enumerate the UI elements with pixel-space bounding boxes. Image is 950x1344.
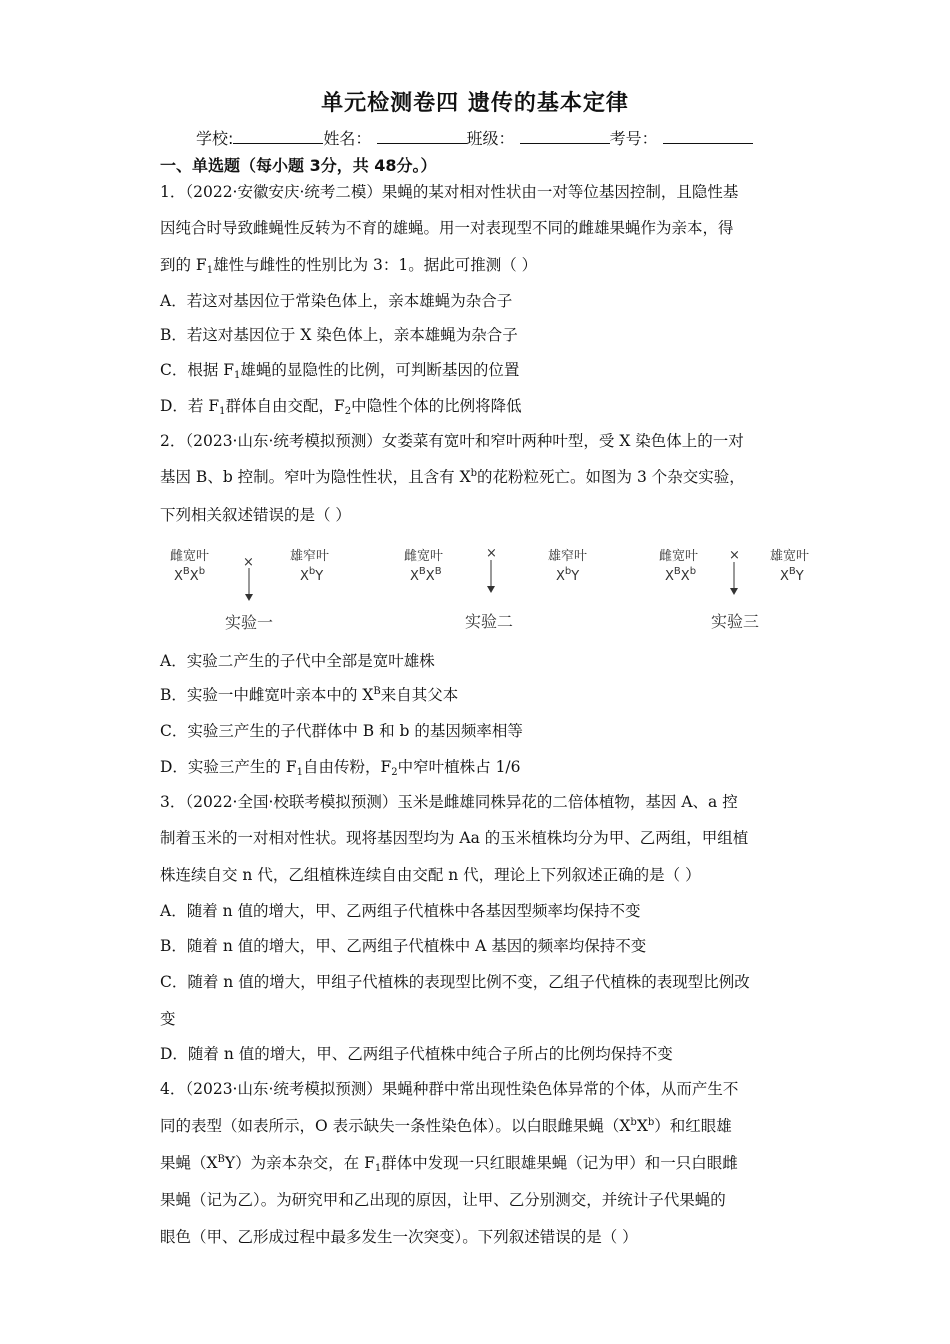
exam-no-label: 考号： <box>609 129 658 148</box>
exp3-arrow-icon <box>728 562 740 596</box>
exp3-male-genotype: $X^BY$ <box>780 566 804 584</box>
student-info-row <box>196 126 753 149</box>
exp2-female-label: 雌宽叶 <box>404 549 444 564</box>
exp1-label: 实验一 <box>225 613 274 632</box>
cross-diagram <box>160 538 820 638</box>
q4-line4: 果蝇（记为乙）。为研究甲和乙出现的原因，让甲、乙分别测交，并统计子代果蝇的 <box>160 1191 726 1209</box>
exp3-cross-icon: × <box>729 548 740 563</box>
q3-option-c-cont: 变 <box>160 1010 176 1028</box>
exp3-female-genotype: $X^BX^b$ <box>665 566 697 584</box>
q3-option-b: B．随着 n 值的增大，甲、乙两组子代植株中 A 基因的频率均保持不变 <box>160 937 647 955</box>
exp2-cross-icon: × <box>486 546 497 561</box>
q4-line5: 眼色（甲、乙形成过程中最多发生一次突变）。下列叙述错误的是（ ） <box>160 1228 638 1246</box>
exp2-female-genotype: $X^BX^B$ <box>410 566 442 584</box>
q3-line2: 制着玉米的一对相对性状。现将基因型均为 Aa 的玉米植株均分为甲、乙两组，甲组植 <box>160 829 749 847</box>
q1-option-c: C．根据 $F_1$雄蝇的显隐性的比例，可判断基因的位置 <box>160 361 520 381</box>
exp2-male-label: 雄窄叶 <box>548 549 588 564</box>
q4-line3: 果蝇$(X^BY)$为亲本杂交，在 $F_1$群体中发现一只红眼雄果蝇（记为甲）和一只白眼雌 <box>160 1154 738 1174</box>
page-title: 单元检测卷四 遗传的基本定律 <box>321 91 629 116</box>
exp1-arrow-icon <box>243 568 255 602</box>
school-blank[interactable] <box>233 129 323 144</box>
q2-line2: 基因 B、b 控制。窄叶为隐性性状，且含有 $X^b$的花粉粒死亡。如图为 3 个杂交实验， <box>160 468 745 486</box>
q3-option-c: C．随着 n 值的增大，甲组子代植株的表现型比例不变，乙组子代植株的表现型比例改 <box>160 973 750 991</box>
q1-line1: 1．（2022·安徽安庆·统考二模）果蝇的某对相对性状由一对等位基因控制，且隐性基 <box>160 183 739 201</box>
q2-line3: 下列相关叙述错误的是（ ） <box>160 506 351 524</box>
exam-no-blank[interactable] <box>663 129 753 144</box>
q1-option-b: B．若这对基因位于 X 染色体上，亲本雄蝇为杂合子 <box>160 326 518 344</box>
q3-option-a: A．随着 n 值的增大，甲、乙两组子代植株中各基因型频率均保持不变 <box>160 902 641 920</box>
school-label: 学校: <box>196 129 234 148</box>
exp1-male-genotype: $X^bY$ <box>300 566 324 584</box>
q1-line2: 因纯合时导致雌蝇性反转为不育的雄蝇。用一对表现型不同的雌雄果蝇作为亲本，得 <box>160 219 734 237</box>
q3-line3: 株连续自交 n 代，乙组植株连续自由交配 n 代，理论上下列叙述正确的是（ ） <box>160 866 701 884</box>
q2-option-d: D．实验三产生的 $F_1$自由传粉，$F_2$中窄叶植株占 1/6 <box>160 758 521 778</box>
q4-line1: 4．（2023·山东·统考模拟预测）果蝇种群中常出现性染色体异常的个体，从而产生不 <box>160 1080 739 1098</box>
exp1-female-genotype: $X^BX^b$ <box>174 566 206 584</box>
q2-option-c: C．实验三产生的子代群体中 B 和 b 的基因频率相等 <box>160 722 523 740</box>
q1-option-d: D．若 $F_1$群体自由交配，$F_2$中隐性个体的比例将降低 <box>160 397 522 417</box>
class-blank[interactable] <box>520 129 610 144</box>
q3-option-d: D．随着 n 值的增大，甲、乙两组子代植株中纯合子所占的比例均保持不变 <box>160 1045 673 1063</box>
exp1-cross-icon: × <box>243 555 254 570</box>
class-label: 班级： <box>466 129 515 148</box>
exp3-label: 实验三 <box>711 612 760 631</box>
name-blank[interactable] <box>377 129 467 144</box>
q2-option-a: A．实验二产生的子代中全部是宽叶雄株 <box>160 652 435 670</box>
q2-line1: 2．（2023·山东·统考模拟预测）女娄菜有宽叶和窄叶两种叶型，受 X 染色体上的一对 <box>160 432 744 450</box>
section-heading: 一、单选题（每小题 3分，共 48分。） <box>160 156 437 175</box>
name-label: 姓名： <box>323 129 372 148</box>
exp2-male-genotype: $X^bY$ <box>556 566 580 584</box>
q1-line3: 到的 $F_1$雄性与雌性的性别比为 3：1。据此可推测（ ） <box>160 256 538 276</box>
q1-option-a: A．若这对基因位于常染色体上，亲本雄蝇为杂合子 <box>160 292 513 310</box>
exp3-female-label: 雌宽叶 <box>659 549 699 564</box>
q4-line2: 同的表型（如表所示，O 表示缺失一条性染色体）。以白眼雌果蝇$(X^bX^b)$和红眼雄 <box>160 1117 732 1135</box>
exp3-male-label: 雄宽叶 <box>770 549 810 564</box>
q3-line1: 3．（2022·全国·校联考模拟预测）玉米是雌雄同株异花的二倍体植物，基因 A、a 控 <box>160 793 738 811</box>
q2-option-b: B．实验一中雌宽叶亲本中的 $X^B$来自其父本 <box>160 686 459 704</box>
exp2-arrow-icon <box>485 560 497 594</box>
exp2-label: 实验二 <box>465 612 514 631</box>
exp1-male-label: 雄窄叶 <box>290 549 330 564</box>
exp1-female-label: 雌宽叶 <box>170 549 210 564</box>
